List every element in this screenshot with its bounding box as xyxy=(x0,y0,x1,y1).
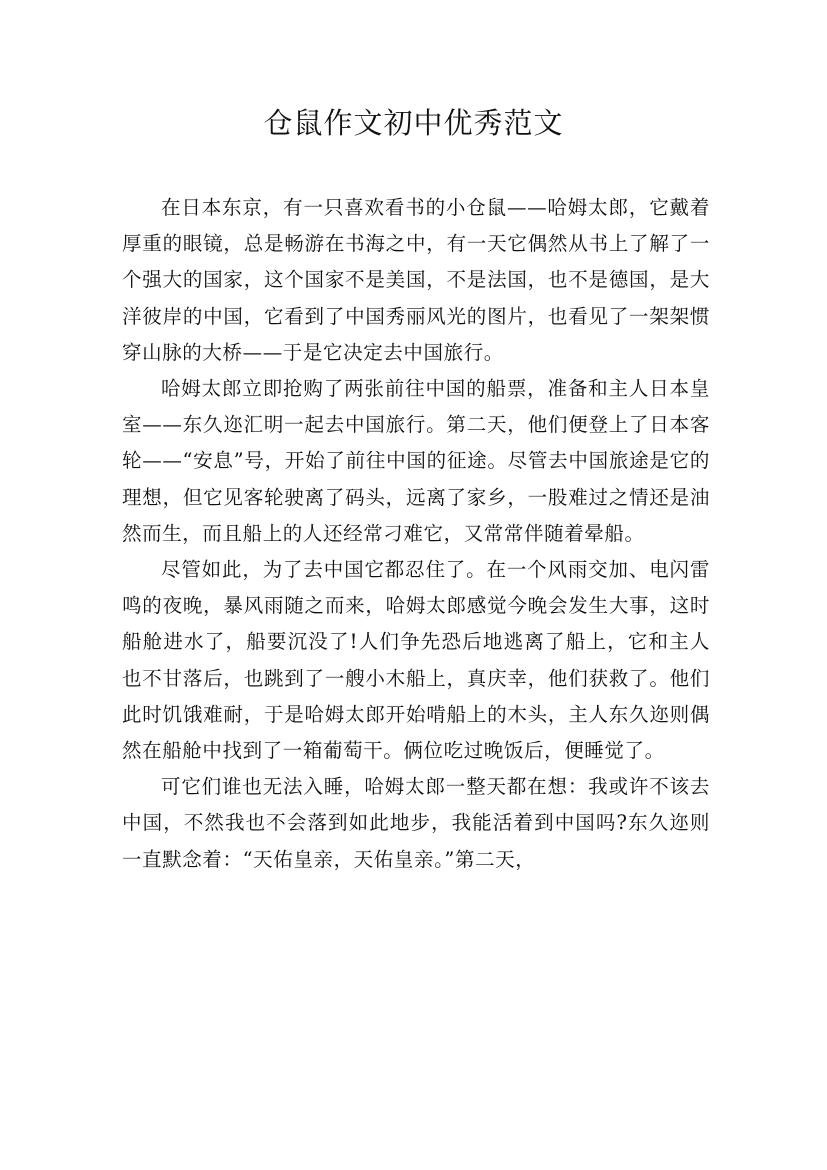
document-body xyxy=(122,190,710,878)
paragraph-4: 可它们谁也无法入睡，哈姆太郎一整天都在想：我或许不该去中国，不然我也不会落到如此地步，我能活着到中国吗?东久迩则一直默念着：“天佑皇亲，天佑皇亲。”第二天， xyxy=(122,775,710,871)
paragraph-2: 哈姆太郎立即抢购了两张前往中国的船票，准备和主人日本皇室——东久迩汇明一起去中国旅行。第二天，他们便登上了日本客轮——“安息”号，开始了前往中国的征途。尽管去中国旅途是它的理想，但它见客轮驶离了码头，远离了家乡，一股难过之情还是油然而生，而且船上的人还经常刁难它，又常常伴随着晕船。 xyxy=(122,377,710,545)
paragraph-3: 尽管如此，为了去中国它都忍住了。在一个风雨交加、电闪雷鸣的夜晚，暴风雨随之而来，哈姆太郎感觉今晚会发生大事，这时船舱进水了，船要沉没了!人们争先恐后地逃离了船上，它和主人也不甘落后，也跳到了一艘小木船上，真庆幸，他们获救了。他们此时饥饿难耐，于是哈姆太郎开始啃船上的木头，主人东久迩则偶然在船舱中找到了一箱葡萄干。俩位吃过晚饭后，便睡觉了。 xyxy=(122,558,710,763)
paragraph-1: 在日本东京，有一只喜欢看书的小仓鼠——哈姆太郎，它戴着厚重的眼镜，总是畅游在书海之中，有一天它偶然从书上了解了一个强大的国家，这个国家不是美国，不是法国，也不是德国，是大洋彼岸的中国，它看到了中国秀丽风光的图片，也看见了一架架惯穿山脉的大桥——于是它决定去中国旅行。 xyxy=(122,196,710,364)
document-title: 仓鼠作文初中优秀范文 xyxy=(263,106,564,140)
